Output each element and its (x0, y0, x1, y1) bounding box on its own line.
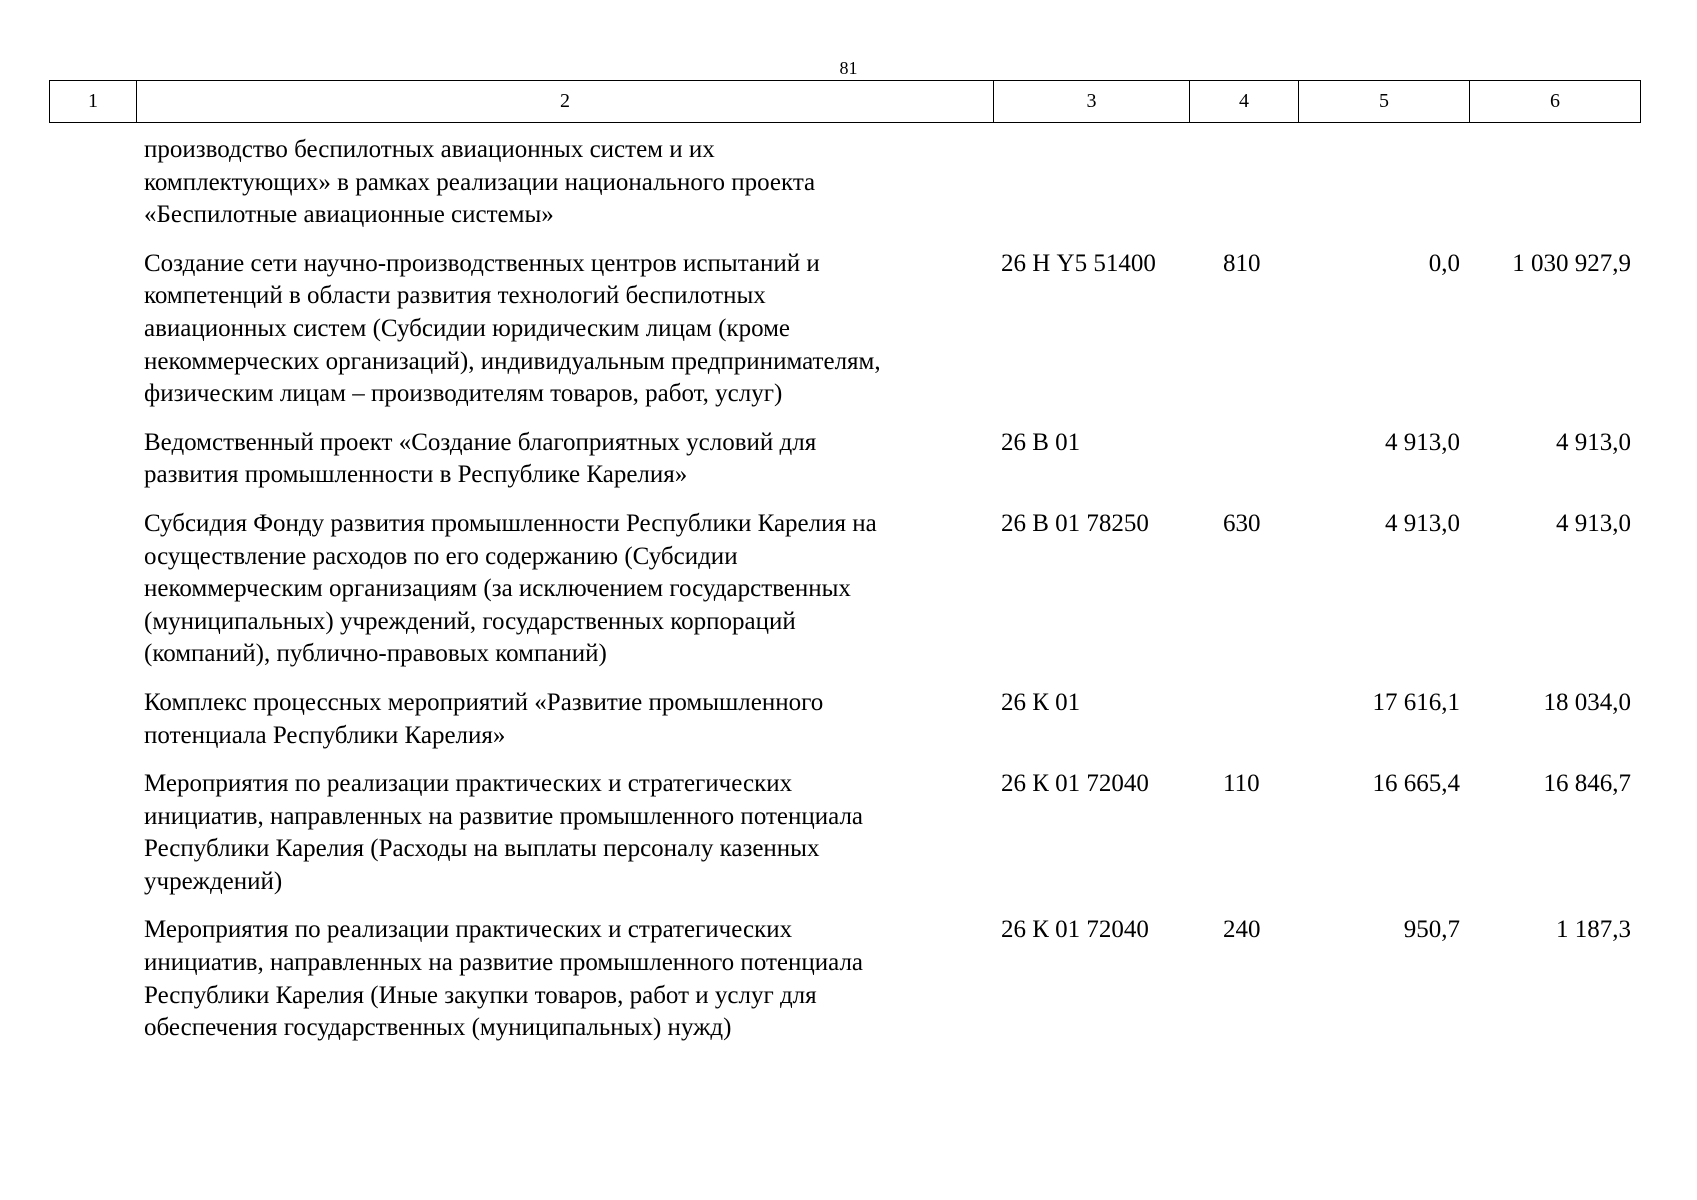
row-name-cell (49, 248, 993, 427)
row-code-cell: 26 В 01 78250 (1001, 509, 1149, 537)
table-row (49, 768, 1640, 914)
row-name-line: Субсидия Фонду развития промышленности Республики Карелия на (144, 509, 877, 537)
row-name-line: некоммерческих организаций), индивидуальным предпринимателям, (144, 347, 881, 375)
row-name-line: «Беспилотные авиационные системы» (144, 201, 554, 229)
row-value6-cell: 1 030 927,9 (1512, 249, 1631, 277)
column-number-3: 3 (994, 81, 1190, 123)
row-name-line: комплектующих» в рамках реализации национального проекта (144, 168, 816, 196)
row-name-cell (49, 134, 993, 248)
row-value5-cell: 17 616,1 (1372, 688, 1460, 716)
row-code-cell (993, 134, 1189, 248)
row-name-line: Мероприятия по реализации практических и стратегических (144, 770, 793, 798)
row-type-cell: 110 (1223, 770, 1260, 798)
row-value5-cell: 16 665,4 (1372, 770, 1460, 798)
row-name-line: (муниципальных) учреждений, государственных корпораций (144, 607, 796, 635)
row-name-line: Создание сети научно-производственных центров испытаний и (144, 249, 820, 277)
table-row (49, 687, 1640, 768)
row-name-line: развития промышленности в Республике Карелия» (144, 461, 688, 489)
budget-table-body (49, 134, 1640, 1061)
row-name-line: осуществление расходов по его содержанию (Субсидии (144, 542, 738, 570)
row-type-cell (1189, 687, 1298, 768)
row-value6-cell: 18 034,0 (1543, 688, 1631, 716)
row-type-cell (1189, 134, 1298, 248)
page-number: 81 (839, 58, 858, 78)
row-code-cell: 26 Н Y5 51400 (1001, 249, 1156, 277)
row-value6-cell: 16 846,7 (1543, 770, 1631, 798)
table-row (49, 427, 1640, 508)
row-name-line: производство беспилотных авиационных систем и их (144, 136, 715, 163)
row-name-line: Республики Карелия (Иные закупки товаров, работ и услуг для (144, 981, 817, 1009)
row-name-cell (49, 687, 993, 768)
row-value5-cell: 4 913,0 (1385, 509, 1460, 537)
row-name-line: Республики Карелия (Расходы на выплаты персоналу казенных (144, 835, 820, 863)
row-name-line: Комплекс процессных мероприятий «Развитие промышленного (144, 688, 824, 716)
row-name-cell (49, 508, 993, 687)
row-code-cell: 26 К 01 72040 (1001, 916, 1149, 944)
row-value5-cell: 0,0 (1428, 249, 1460, 277)
table-row (49, 248, 1640, 427)
row-name-cell (49, 914, 993, 1060)
row-name-line: обеспечения государственных (муниципальных) нужд) (144, 1014, 732, 1042)
column-number-4: 4 (1190, 81, 1299, 123)
row-type-cell: 630 (1223, 509, 1261, 537)
row-name-cell (49, 427, 993, 508)
row-value6-cell: 4 913,0 (1556, 509, 1631, 537)
row-name-line: физическим лицам – производителям товаров, работ, услуг) (144, 380, 783, 408)
row-value5-cell: 950,7 (1403, 916, 1460, 944)
row-type-cell: 240 (1223, 916, 1261, 944)
row-value5-cell: 4 913,0 (1385, 428, 1460, 456)
row-value6-cell (1469, 134, 1640, 248)
row-name-line: компетенций в области развития технологий беспилотных (144, 282, 766, 310)
column-number-1: 1 (50, 81, 137, 123)
row-name-line: учреждений) (144, 867, 283, 895)
row-name-line: Мероприятия по реализации практических и стратегических (144, 916, 793, 944)
row-name-line: потенциала Республики Карелия» (144, 721, 506, 749)
row-value6-cell: 1 187,3 (1556, 916, 1631, 944)
table-row (49, 134, 1640, 248)
row-name-line: некоммерческим организациям (за исключением государственных (144, 575, 851, 603)
row-name-line: инициатив, направленных на развитие промышленного потенциала (144, 949, 864, 977)
row-name-line: инициатив, направленных на развитие промышленного потенциала (144, 802, 864, 830)
row-type-cell (1189, 427, 1298, 508)
row-name-line: Ведомственный проект «Создание благоприятных условий для (144, 428, 817, 456)
table-row (49, 508, 1640, 687)
row-value6-cell: 4 913,0 (1556, 428, 1631, 456)
row-code-cell: 26 В 01 (1001, 428, 1081, 456)
column-number-2: 2 (137, 81, 994, 123)
row-name-cell (49, 768, 993, 914)
column-number-6: 6 (1470, 81, 1641, 123)
row-code-cell: 26 К 01 (1001, 688, 1081, 716)
table-row (49, 914, 1640, 1060)
column-number-row (50, 81, 1641, 123)
column-header-table (49, 80, 1641, 123)
row-code-cell: 26 К 01 72040 (1001, 770, 1149, 798)
row-value5-cell (1298, 134, 1469, 248)
row-name-line: авиационных систем (Субсидии юридическим лицам (кроме (144, 314, 791, 342)
row-type-cell: 810 (1223, 249, 1261, 277)
row-name-line: (компаний), публично-правовых компаний) (144, 640, 607, 668)
column-number-5: 5 (1299, 81, 1470, 123)
